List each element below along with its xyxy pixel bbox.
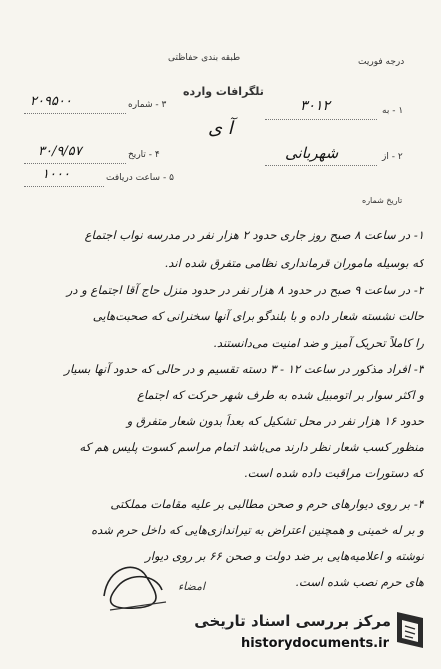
- date-field-value: ۳۰/۹/۵۷: [38, 144, 82, 159]
- watermark-title: مرکز بررسی اسناد تاریخی: [194, 612, 391, 630]
- date-field-rule: [24, 163, 126, 164]
- body-line: حدود ۱۶ هزار نفر در محل تشکیل که بعداً بدون شعار متفرق و: [126, 414, 424, 428]
- body-line: ۴- بر روی دیوارهای حرم و صحن مطالبی بر علیه مقامات مملکتی: [110, 497, 424, 511]
- to-field-value: ۳۰۱۲: [300, 98, 331, 114]
- number-field-label: ۳ - شماره: [128, 100, 167, 110]
- receive-time-rule: [24, 186, 104, 187]
- receive-time-value: ۱۰۰۰: [42, 167, 70, 182]
- archive-logo-icon: [393, 608, 429, 652]
- number-field-value: ۲۰۹۵۰۰: [30, 94, 72, 109]
- receive-time-label: ۵ - ساعت دریافت: [106, 173, 174, 183]
- body-line: ۳- افراد مذکور در ساعت ۱۲ - ۳ دسته تقسیم و در حالی که حدود آنها بسیار: [64, 362, 424, 376]
- watermark-url: historydocuments.ir: [240, 636, 389, 651]
- body-line: ۲- در ساعت ۹ صبح در حدود ۸ هزار نفر در حدود منزل حاج آقا اجتماع و در: [66, 283, 424, 297]
- classification-label: طبقه بندی حفاظتی: [168, 53, 241, 63]
- body-line: نوشته و اعلامیه‌هایی بر ضد دولت و صحن ۶۶ بر روی دیوار: [145, 549, 424, 563]
- code-value: آ ی: [208, 118, 233, 139]
- body-line: که دستورات مراقبت داده شده است.: [243, 466, 424, 480]
- body-line: را کاملاً تحریک آمیز و ضد امنیت می‌دانستند.: [213, 336, 424, 350]
- date-field-label: ۴ - تاریخ: [128, 150, 160, 160]
- body-line: های حرم نصب شده است.: [295, 575, 424, 589]
- signature-scribble: [96, 556, 176, 616]
- body-line: و اکثر سوار بر اتومبیل شده به طرف شهر حرکت که اجتماع: [136, 388, 424, 402]
- document-title: تلگرافات وارده: [183, 85, 264, 98]
- body-line: که بوسیله ماموران قرمانداری نظامی متفرق شده اند.: [164, 256, 424, 270]
- from-field-label: ۲ - از: [382, 152, 403, 162]
- from-field-rule: [265, 165, 377, 166]
- date-reference-label: تاریخ شماره: [362, 196, 403, 205]
- body-line: ۱- در ساعت ۸ صبح روز جاری حدود ۲ هزار نفر در مدرسه نواب اجتماع: [84, 228, 424, 242]
- priority-label: درجه فوریت: [358, 57, 405, 67]
- from-field-value: شهربانی: [285, 144, 339, 162]
- body-line: حالت نشسته شعار داده و با بلندگو برای آنها سخنرانی که صحبت‌هایی: [92, 309, 424, 323]
- to-field-rule: [265, 119, 377, 120]
- number-field-rule: [24, 113, 126, 114]
- signature-text: امضاء: [178, 580, 206, 593]
- body-line: منظور کسب شعار نظر دارند می‌باشد اتمام مراسم کسوت پلیس هم که: [79, 440, 424, 454]
- to-field-label: ۱ - به: [382, 106, 404, 116]
- body-line: و بر له خمینی و همچنین اعتراض به تیراندازی‌هایی که داخل حرم شده: [91, 523, 424, 537]
